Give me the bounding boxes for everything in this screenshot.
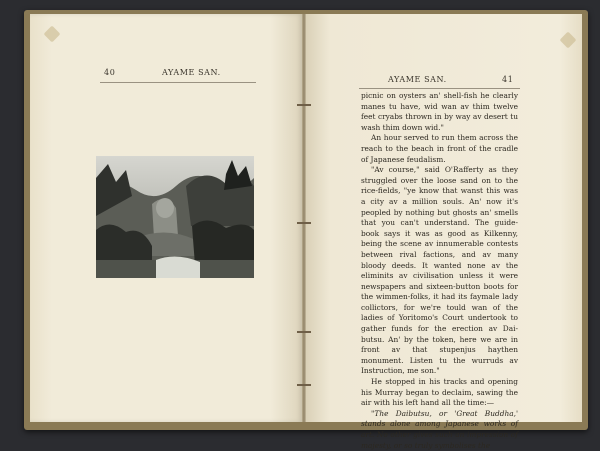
book-gutter	[302, 14, 306, 422]
left-running-head: AYAME SAN.	[162, 68, 221, 77]
right-header-rule	[359, 88, 520, 89]
paragraph: "Av course," said O'Rafferty as they struggled over the loose sand on to the rice-fields, "ye know that wanst this was a city av a million souls. An' now it's peopled by nothing but ghosts an' smells that you can't understand. The guide-book says it was as good as Kilkenny, being the scene av innumerable contests between rival factions, and av many bloody deeds. It wanted none av the eliminits av civilisation unless it were newspapers and sixteen-button boots for the wimmen-folks, it had its faymale lady collictors, for we're tould wan of the ladies of Yoritomo's Court undertook to gather funds for the erection av Dai-butsu. An' by the token, here we are in front av that stupenjus haythen monument. Listen tu the wurruds av Instruction, me son."	[361, 165, 518, 376]
right-page-number: 41	[502, 75, 514, 84]
daibutsu-photograph	[96, 156, 254, 278]
binding-stitch	[297, 222, 311, 224]
paragraph: An hour served to run them across the reach to the beach in front of the cradle of Japanese feudalism.	[361, 133, 518, 164]
paragraph: He stopped in his tracks and opening his Murray began to declaim, sawing the air with his left hand all the time:—	[361, 377, 518, 408]
quoted-passage: "The Daibutsu, or 'Great Buddha,' stands alone among Japanese works of art. No other gives such an impression of majesty, or so truly symbolises the	[361, 408, 518, 450]
binding-stitch	[297, 331, 311, 333]
right-running-head: AYAME SAN.	[388, 75, 447, 84]
binding-stitch	[297, 384, 311, 386]
binding-stitch	[297, 104, 311, 106]
paragraph: picnic on oysters an' shell-fish he clearly manes tu have, wid wan av thim twelve feet cryabs thrown in by way av desert tu wash thim down wid."	[361, 91, 518, 132]
body-text	[361, 91, 518, 451]
left-page-number: 40	[104, 68, 116, 77]
left-header-rule	[100, 82, 256, 83]
